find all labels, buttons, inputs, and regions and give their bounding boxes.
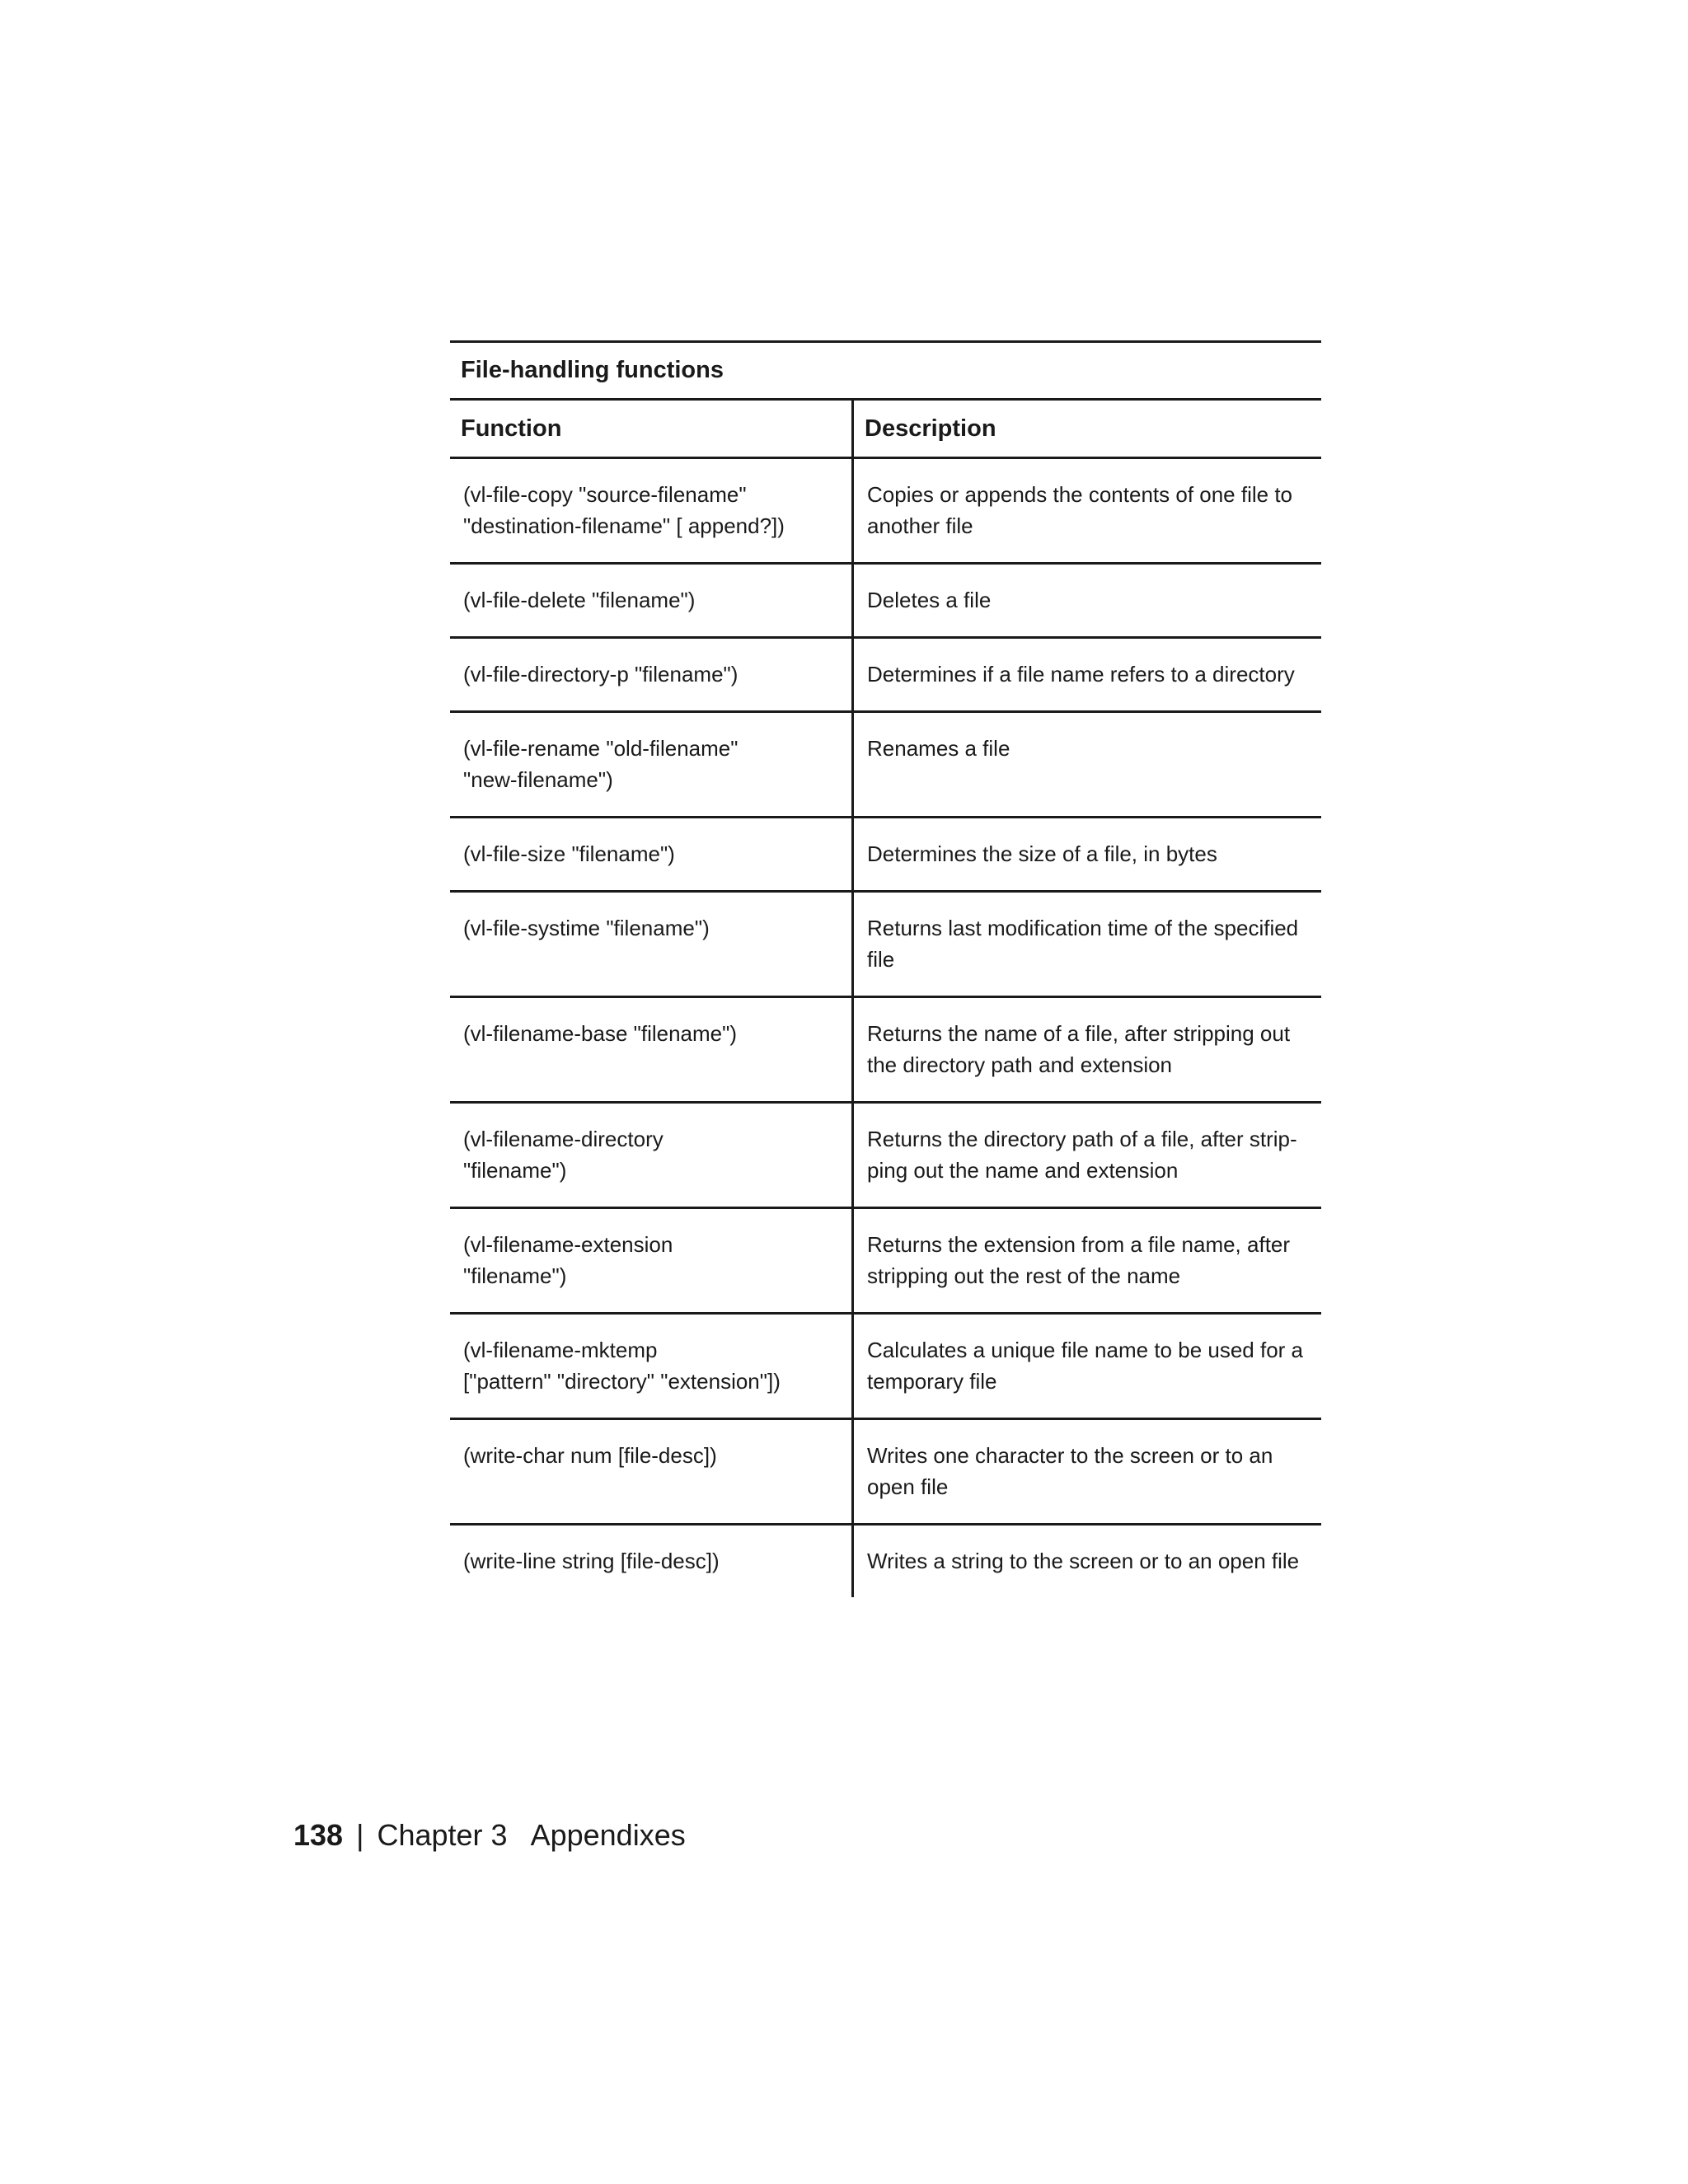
table-row (450, 1312, 1321, 1418)
function-signature: (vl-file-rename "old-filename" "new-filename") (463, 736, 738, 792)
function-cell (450, 1420, 854, 1523)
table-row (450, 1207, 1321, 1312)
function-cell (450, 1315, 854, 1418)
function-description: Returns the extension from a file name, after stripping out the rest of the name (867, 1232, 1291, 1288)
function-signature: (vl-file-delete "filename") (463, 588, 696, 612)
function-signature: (vl-filename-base "filename") (463, 1021, 738, 1046)
function-cell (450, 1209, 854, 1312)
header-function: Function (450, 401, 854, 457)
table-caption: File-handling functions (450, 340, 1321, 398)
function-cell (450, 998, 854, 1101)
function-cell (450, 1526, 854, 1597)
function-description: Calculates a unique file name to be used for a temporary file (867, 1338, 1304, 1394)
function-description: Returns the name of a file, after stripping out the directory path and extension (867, 1021, 1291, 1077)
table-row (450, 1101, 1321, 1207)
function-description: Writes one character to the screen or to an open file (867, 1443, 1273, 1499)
description-cell (854, 459, 1321, 562)
function-description: Returns last modification time of the specified file (867, 916, 1299, 972)
description-cell (854, 893, 1321, 996)
function-description: Copies or appends the contents of one file to another file (867, 482, 1293, 538)
function-signature: (vl-file-copy "source-filename" "destination-filename" [ append?]) (463, 482, 785, 538)
table-body (450, 457, 1321, 1597)
description-cell (854, 639, 1321, 710)
table-row (450, 457, 1321, 562)
function-description: Returns the directory path of a file, after strip- ping out the name and extension (867, 1127, 1297, 1183)
function-cell (450, 713, 854, 816)
function-cell (450, 893, 854, 996)
function-cell (450, 459, 854, 562)
function-cell (450, 565, 854, 636)
function-signature: (vl-filename-extension "filename") (463, 1232, 673, 1288)
description-cell (854, 998, 1321, 1101)
function-signature: (write-char num [file-desc]) (463, 1443, 717, 1468)
function-cell (450, 818, 854, 890)
table-row (450, 636, 1321, 710)
description-cell (854, 1104, 1321, 1207)
function-description: Deletes a file (867, 588, 992, 612)
function-signature: (write-line string [file-desc]) (463, 1549, 720, 1573)
description-cell (854, 565, 1321, 636)
file-handling-table (450, 340, 1321, 1597)
function-signature: (vl-filename-directory "filename") (463, 1127, 663, 1183)
footer-separator: | (356, 1818, 364, 1852)
function-cell (450, 1104, 854, 1207)
table-row (450, 562, 1321, 636)
table-row (450, 1418, 1321, 1523)
description-cell (854, 818, 1321, 890)
table-row (450, 816, 1321, 890)
page-footer (293, 1818, 686, 1853)
function-signature: (vl-file-systime "filename") (463, 916, 710, 940)
header-description: Description (865, 415, 996, 442)
table-row (450, 890, 1321, 996)
function-description: Writes a string to the screen or to an open file (867, 1549, 1300, 1573)
page-number: 138 (293, 1818, 344, 1852)
description-cell (854, 1209, 1321, 1312)
function-description: Renames a file (867, 736, 1010, 761)
function-signature: (vl-file-size "filename") (463, 841, 675, 866)
description-cell (854, 713, 1321, 816)
function-description: Determines the size of a file, in bytes (867, 841, 1217, 866)
table-row (450, 996, 1321, 1101)
table-row (450, 710, 1321, 816)
chapter-title: Chapter 3 Appendixes (377, 1818, 686, 1852)
table-header-row (450, 398, 1321, 457)
function-cell (450, 639, 854, 710)
description-cell (854, 1420, 1321, 1523)
table-row (450, 1523, 1321, 1597)
function-signature: (vl-file-directory-p "filename") (463, 662, 738, 687)
function-description: Determines if a file name refers to a directory (867, 662, 1295, 687)
function-signature: (vl-filename-mktemp ["pattern" "directory" "extension"]) (463, 1338, 781, 1394)
description-cell (854, 1526, 1321, 1597)
description-cell (854, 1315, 1321, 1418)
